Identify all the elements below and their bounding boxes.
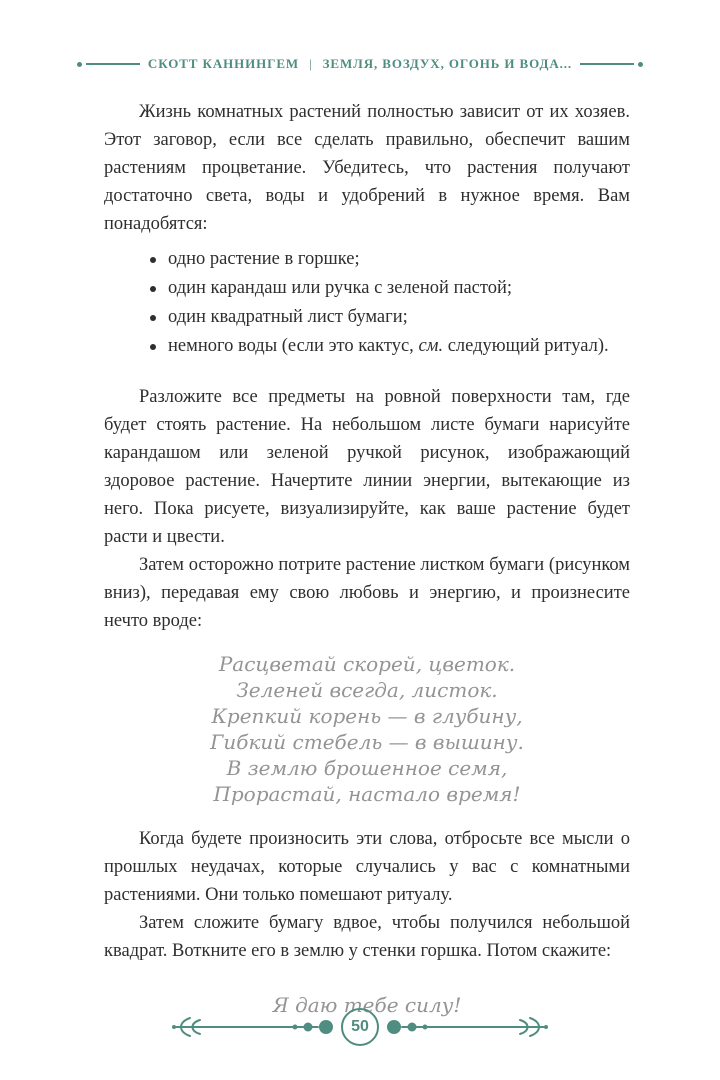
paragraph-rub-plant: Затем осторожно потрите растение листком бумаги (рисунком вниз), передавая ему свою любовь и энергию, и произнесите нечто вроде: [104,555,630,631]
page-number-value: 50 [351,1018,369,1035]
bullet-icon [150,344,156,350]
closing-incantation: Я даю тебе силу! [272,993,462,1017]
paragraph-fold-paper: Затем сложите бумагу вдвое, чтобы получился небольшой квадрат. Воткните его в землю у стенки горшка. Потом скажите: [104,913,630,961]
verse-line: В землю брошенное семя, [226,756,508,780]
ornament-dot-icon [77,62,82,67]
running-header [0,56,720,72]
bullet-icon [150,257,156,263]
verse-line: Зеленей всегда, листок. [236,678,498,702]
page-number [341,1008,379,1046]
list-item-text: одно растение в горшке; [168,249,360,269]
paragraph-intro: Жизнь комнатных растений полностью зависит от их хозяев. Этот заговор, если все сделать правильно, обеспечит вашим растениям процветание. Убедитесь, что растения получают достаточно света, воды и удобрений в нужное время. Вам понадобятся: [104,102,630,234]
page-footer [0,1008,720,1046]
list-item [148,332,630,361]
list-item [148,245,630,274]
list-item [148,303,630,332]
materials-list [148,245,630,361]
list-item-text-italic: см. [418,336,444,356]
footer-flourish-right-icon [384,1014,552,1040]
list-item-text: один квадратный лист бумаги; [168,307,408,327]
bullet-icon [150,286,156,292]
page-body [0,72,720,1017]
list-item-text-suffix: следующий ритуал). [443,336,609,356]
paragraph-instructions: Разложите все предметы на ровной поверхности там, где будет стоять растение. На небольшом листе бумаги нарисуйте карандашом или зеленой ручкой рисунок, изображающий здоровое растение. Начертите линии энергии, вытекающие из него. Пока рисуете, визуализируйте, как ваше растение будет расти и цвести. [104,387,630,547]
list-item-text: один карандаш или ручка с зеленой пастой; [168,278,513,298]
header-divider: | [309,56,313,71]
ornament-line [86,63,140,65]
verse-line: Крепкий корень — в глубину, [211,704,523,728]
header-ornament-right [580,62,643,67]
list-item [148,274,630,303]
incantation-verse [104,651,630,807]
ornament-dot-icon [638,62,643,67]
verse-line: Расцветай скорей, цветок. [218,652,516,676]
bullet-icon [150,315,156,321]
paragraph-mindset: Когда будете произносить эти слова, отбросьте все мысли о прошлых неудачах, которые случались у вас с комнатными растениями. Они только помешают ритуалу. [104,829,630,905]
verse-line: Прорастай, настало время! [213,782,521,806]
verse-line: Гибкий стебель — в вышину. [210,730,524,754]
header-book-title: ЗЕМЛЯ, ВОЗДУХ, ОГОНЬ И ВОДА... [322,56,573,71]
ornament-line [580,63,634,65]
header-ornament-left [77,62,140,67]
list-item-text-prefix: немного воды (если это кактус, [168,336,419,356]
header-author: СКОТТ КАННИНГЕМ [147,56,300,71]
footer-flourish-left-icon [168,1014,336,1040]
